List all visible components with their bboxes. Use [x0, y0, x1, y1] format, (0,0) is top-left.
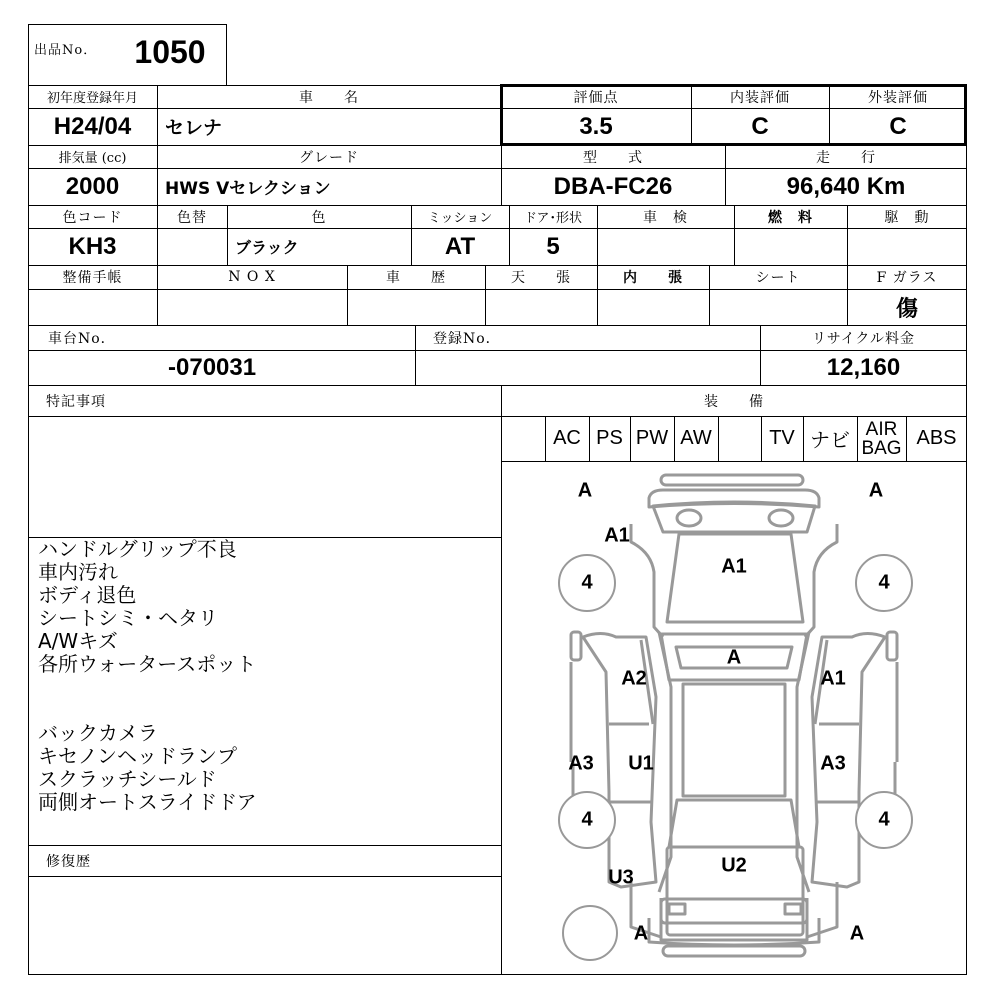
car-damage-diagram	[501, 462, 967, 974]
remark-line: ハンドルグリップ不良	[38, 537, 237, 561]
displacement-label: 排気量 (cc)	[58, 151, 127, 166]
damage-mark: 4	[878, 571, 890, 594]
glass-label: F ガラス	[876, 270, 938, 286]
model-label: 型 式	[583, 149, 643, 166]
equipment-tv: TV	[769, 427, 795, 449]
remark-line: シートシミ・ヘタリ	[38, 606, 218, 630]
score-label: 評価点	[573, 89, 619, 106]
nox-value	[157, 289, 347, 325]
roof-value	[485, 289, 597, 325]
interior-grade-value: C	[751, 112, 769, 140]
seat-label: シート	[755, 270, 801, 286]
equipment-ps: PS	[596, 427, 623, 449]
displacement-value: 2000	[65, 172, 120, 200]
damage-mark: A1	[820, 667, 846, 690]
remark-line	[38, 699, 498, 722]
damage-mark: A2	[621, 667, 647, 690]
remarks-list	[38, 538, 498, 814]
history-label: 車 歴	[386, 270, 446, 286]
repair-history-label: 修復歴	[46, 853, 91, 870]
equipment-blank	[501, 416, 545, 461]
door-label: ドア･形状	[523, 211, 583, 226]
remark-line	[38, 676, 498, 699]
door-value: 5	[546, 232, 560, 260]
interior-grade-label: 内装評価	[730, 89, 790, 106]
equipment-ac: AC	[553, 427, 581, 449]
chassis-value: -070031	[168, 353, 257, 381]
damage-mark: 4	[581, 808, 593, 831]
equipment-aw: AW	[680, 427, 712, 449]
color-code-value: KH3	[68, 232, 117, 260]
damage-mark: A	[726, 646, 742, 669]
damage-mark: 4	[581, 571, 593, 594]
car-name-value: セレナ	[165, 117, 223, 139]
equipment-abs: ABS	[916, 427, 957, 449]
remark-line: 両側オートスライドドア	[38, 790, 257, 814]
interior-trim-label: 内 張	[623, 270, 683, 286]
registration-label: 登録No．	[433, 330, 501, 347]
equipment-label: 装 備	[704, 393, 764, 410]
remark-line: ボディ退色	[38, 583, 137, 607]
chassis-label: 車台No．	[48, 330, 116, 347]
reg-date-value: H24/04	[53, 112, 132, 140]
mileage-label: 走 行	[816, 149, 876, 166]
lot-label: 出品No．	[34, 42, 98, 58]
color-code-label: 色コード	[62, 209, 123, 226]
grade-label: グレード	[299, 149, 359, 166]
remark-line: A/Wキズ	[38, 629, 118, 653]
fuel-value	[734, 228, 847, 265]
car-name-label: 車 名	[299, 89, 359, 106]
inspection-label: 車 検	[643, 209, 688, 226]
registration-value	[415, 350, 760, 385]
damage-mark: A	[633, 922, 649, 945]
history-value	[347, 289, 485, 325]
remark-line: 各所ウォータースポット	[38, 652, 257, 676]
manual-label: 整備手帳	[62, 270, 123, 286]
equipment-pw: PW	[635, 427, 669, 449]
remark-line: キセノンヘッドランプ	[38, 744, 237, 768]
equipment-airbag: AIR BAG	[861, 418, 902, 459]
equipment-navi: ナビ	[810, 430, 850, 452]
remark-line: バックカメラ	[38, 721, 158, 745]
reg-date-label: 初年度登録年月	[46, 91, 138, 106]
glass-value: 傷	[895, 296, 918, 322]
mission-value: AT	[444, 232, 476, 260]
model-value: DBA-FC26	[553, 172, 673, 200]
drive-label: 駆 動	[884, 209, 930, 226]
damage-mark: A	[577, 479, 593, 502]
damage-mark: 4	[878, 808, 890, 831]
color-label: 色	[311, 209, 327, 226]
damage-mark: A1	[604, 524, 630, 547]
damage-mark: U3	[608, 866, 634, 889]
drive-value	[847, 228, 967, 265]
exterior-grade-value: C	[889, 112, 907, 140]
color-value: ブラック	[235, 238, 299, 257]
mileage-value: 96,640 Km	[786, 172, 906, 200]
seat-value	[709, 289, 847, 325]
damage-mark: U1	[628, 752, 654, 775]
mission-label: ミッション	[427, 211, 493, 226]
damage-mark: U2	[721, 854, 747, 877]
damage-mark: A3	[820, 752, 846, 775]
nox-label: N O X	[228, 269, 276, 285]
grade-value: HWS Vセレクション	[165, 179, 331, 199]
fuel-label: 燃 料	[768, 209, 813, 226]
damage-mark: A3	[568, 752, 594, 775]
score-value: 3.5	[579, 112, 613, 140]
remark-line: スクラッチシールド	[38, 767, 217, 791]
damage-mark: A	[849, 922, 865, 945]
repaint-label: 色替	[177, 209, 207, 226]
manual-value	[28, 289, 157, 325]
equipment-blank-2	[718, 416, 761, 461]
remark-line: 車内汚れ	[38, 560, 118, 584]
repaint-value	[157, 228, 227, 265]
roof-label: 天 張	[511, 270, 571, 286]
interior-trim-value	[597, 289, 709, 325]
damage-mark: A	[868, 479, 884, 502]
exterior-grade-label: 外装評価	[868, 89, 928, 106]
recycle-value: 12,160	[826, 353, 901, 381]
recycle-label: リサイクル料金	[811, 330, 916, 347]
remarks-label: 特記事項	[46, 393, 106, 410]
lot-number: 1050	[134, 33, 206, 70]
damage-mark: A1	[721, 555, 747, 578]
inspection-value	[597, 228, 734, 265]
